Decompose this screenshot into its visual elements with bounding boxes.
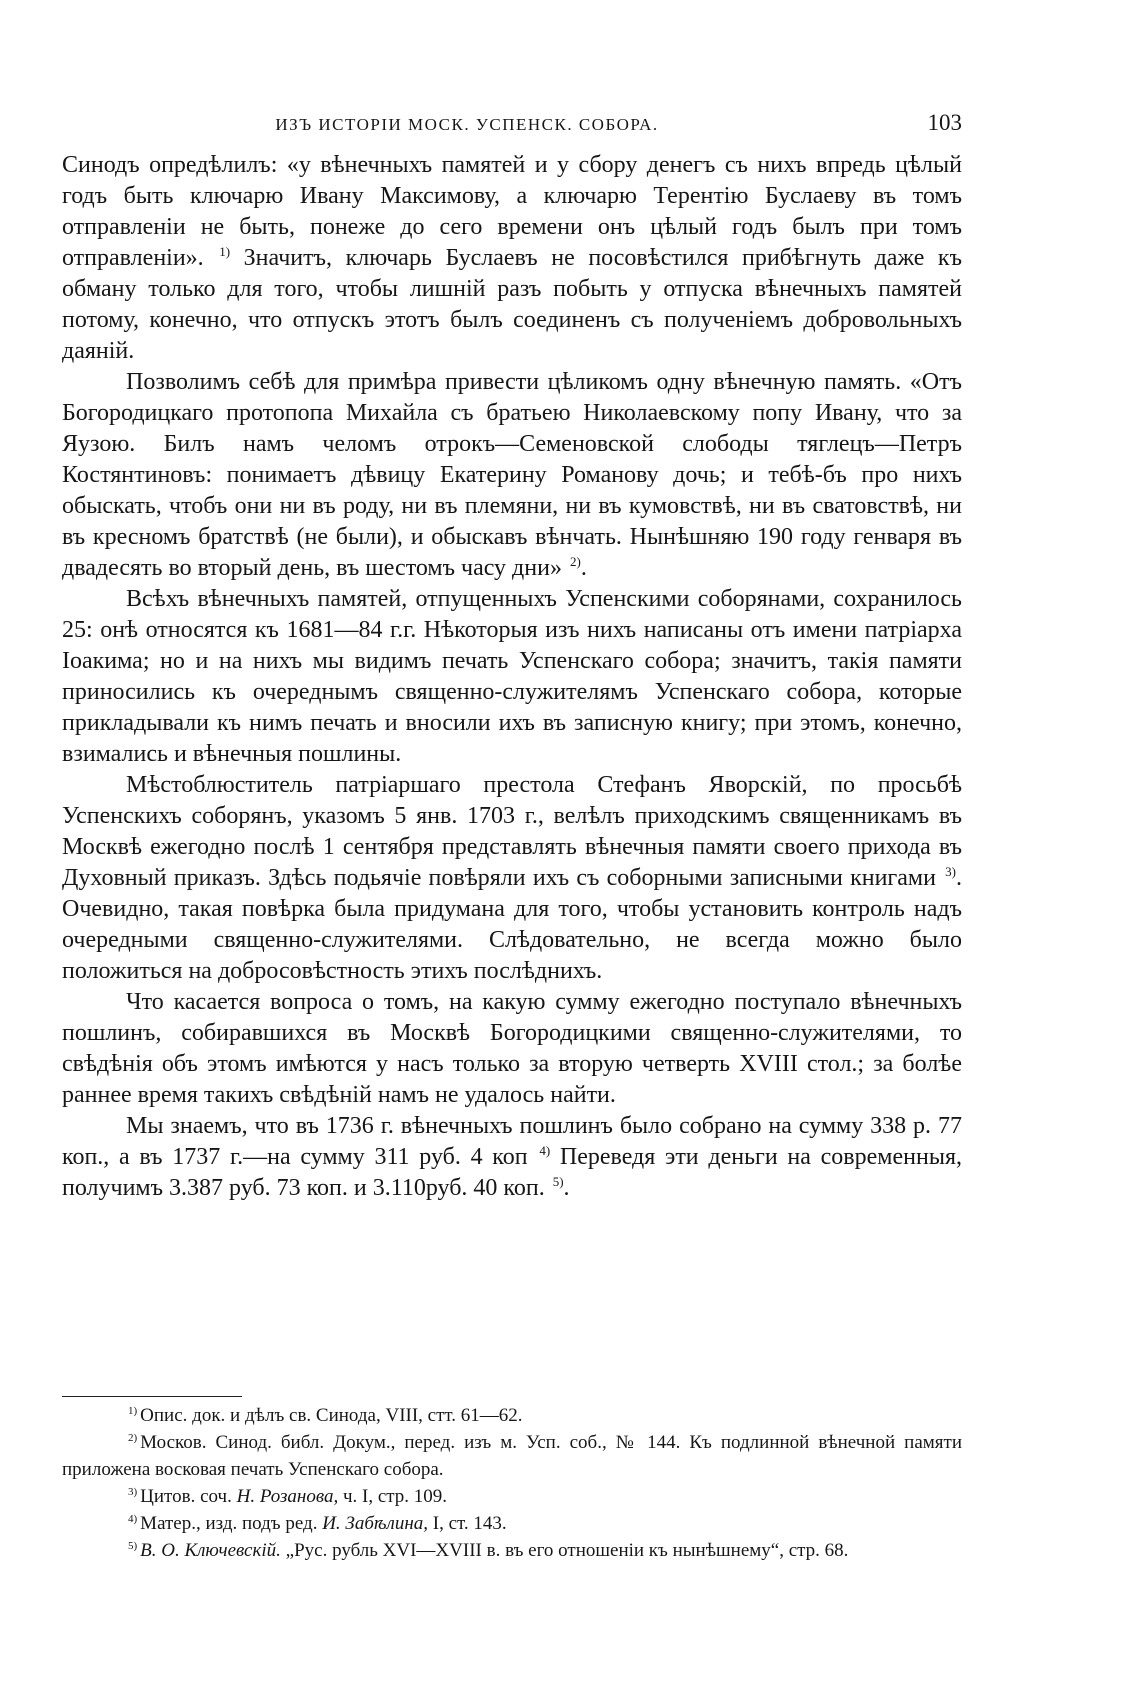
footnote-text: Опис. док. и дѣлъ св. Синода, VIII, стт. 61—62. [140, 1405, 523, 1426]
footnote-text: В. О. Ключевскій. [140, 1540, 281, 1561]
footnote-text: ч. I, стр. 109. [338, 1486, 448, 1507]
paragraph [62, 987, 962, 1111]
footnote-reference: 5) [552, 1174, 564, 1189]
footnote-text: И. Забѣлина, [322, 1513, 429, 1534]
footnote-text: I, ст. 143. [428, 1513, 507, 1534]
paragraph-text: Мѣстоблюститель патріаршаго престола Стефанъ Яворскій, по просьбѣ Успенскихъ соборянъ, указомъ 5 янв. 1703 г., велѣлъ приходскимъ священникамъ въ Москвѣ ежегодно послѣ 1 сентября представлять вѣнечныя памяти своего прихода въ Духовный приказъ. Здѣсь подьячіе повѣряли ихъ съ соборными записными книгами [62, 772, 962, 891]
paragraph-text: Мы знаемъ, что въ 1736 г. вѣнечныхъ пошлинъ было собрано на сумму 338 р. 77 коп., а въ 1737 г.—на сумму 311 руб. 4 коп [62, 1113, 962, 1170]
page-header [62, 110, 962, 140]
paragraph-text: Синодъ опредѣлилъ: «у вѣнечныхъ памятей и у сбору денегъ съ нихъ впредь цѣлый годъ быть ключарю Ивану Максимову, а ключарю Терентію Буслаеву въ томъ отправленіи не быть, понеже до сего времени онъ цѣлый годъ былъ при томъ отправленіи». [62, 152, 962, 271]
footnote-reference: 4) [539, 1143, 551, 1158]
footnote-text: Москов. Синод. библ. Докум., перед. изъ м. Усп. соб., № 144. Къ подлинной вѣнечной памяти приложена восковая печать Успенскаго собора. [62, 1432, 962, 1480]
paragraph [62, 584, 962, 770]
paragraph [62, 150, 962, 367]
paragraph-text: Позволимъ себѣ для примѣра привести цѣликомъ одну вѣнечную память. «Отъ Богородицкаго протопопа Михайла съ братьею Николаевскому попу Ивану, что за Яузою. Билъ намъ челомъ отрокъ—Семеновской слободы тяглецъ—Петръ Костянтиновъ: понимаетъ дѣвицу Екатерину Романову дочь; и тебѣ-бъ про нихъ обыскать, чтобъ они ни въ роду, ни въ племяни, ни въ кумовствѣ, ни въ сватовствѣ, ни въ кресномъ братствѣ (не были), и обыскавъ вѣнчать. Нынѣшняю 190 году генваря въ двадесять во вторый день, въ шестомъ часу дни» [62, 369, 962, 581]
footnote-text: Н. Розанова, [236, 1486, 339, 1507]
paragraph [62, 367, 962, 584]
footnote-mark: 5) [128, 1540, 138, 1552]
footnote-text: „Рус. рубль XVI—XVIII в. въ его отношеніи къ нынѣшнему“, стр. 68. [280, 1540, 849, 1561]
footnote-mark: 2) [128, 1432, 138, 1444]
footnote [62, 1537, 962, 1564]
footnote-reference: 3) [945, 864, 956, 879]
footnote-divider [62, 1396, 242, 1397]
paragraph-text: . [563, 1175, 570, 1201]
footnote-reference: 2) [569, 554, 581, 569]
paragraph-text: Что касается вопроса о томъ, на какую сумму ежегодно поступало вѣнечныхъ пошлинъ, собиравшихся въ Москвѣ Богородицкими священно-служителями, то свѣдѣнія объ этомъ имѣются у насъ только за вторую четверть XVIII стол.; за болѣе раннее время такихъ свѣдѣній намъ не удалось найти. [62, 989, 962, 1108]
footnote [62, 1483, 962, 1510]
document-page [62, 0, 962, 1703]
paragraph [62, 1111, 962, 1204]
footnote-reference: 1) [219, 244, 231, 259]
paragraph [62, 770, 962, 987]
footnotes [62, 1402, 962, 1564]
footnote-mark: 3) [128, 1486, 138, 1498]
paragraph-text: . Очевидно, такая повѣрка была придумана для того, чтобы установить контроль надъ очередными священно-служителями. Слѣдовательно, не всегда можно было положиться на добросовѣстность этихъ послѣднихъ. [62, 865, 962, 984]
footnote-text: Матер., изд. подъ ред. [140, 1513, 323, 1534]
paragraph-text: Переведя эти деньги на современныя, получимъ 3.387 руб. 73 коп. и 3.110руб. 40 коп. [62, 1144, 962, 1201]
footnote-text: Цитов. соч. [140, 1486, 237, 1507]
paragraph-text: Всѣхъ вѣнечныхъ памятей, отпущенныхъ Успенскими соборянами, сохранилось 25: онѣ относятся къ 1681—84 г.г. Нѣкоторыя изъ нихъ написаны отъ имени патріарха Іоакима; но и на нихъ мы видимъ печать Успенскаго собора; значитъ, такія памяти приносились къ очереднымъ священно-служителямъ Успенскаго собора, которые прикладывали къ нимъ печать и вносили ихъ въ записную книгу; при этомъ, конечно, взимались и вѣнечныя пошлины. [62, 586, 962, 767]
running-head: ИЗЪ ИСТОРІИ МОСК. УСПЕНСК. СОБОРА. [275, 115, 659, 134]
paragraph-text: Значитъ, ключарь Буслаевъ не посовѣстился прибѣгнуть даже къ обману только для того, чтобы лишній разъ побыть у отпуска вѣнечныхъ памятей потому, конечно, что отпускъ этотъ былъ соединенъ съ полученіемъ добровольныхъ даяній. [62, 245, 962, 364]
footnote [62, 1429, 962, 1483]
body-text [62, 150, 962, 1204]
paragraph-text: . [580, 555, 587, 581]
footnote-mark: 4) [128, 1513, 138, 1525]
footnote [62, 1510, 962, 1537]
footnote-mark: 1) [128, 1405, 138, 1417]
page-number: 103 [927, 110, 962, 135]
footnote [62, 1402, 962, 1429]
